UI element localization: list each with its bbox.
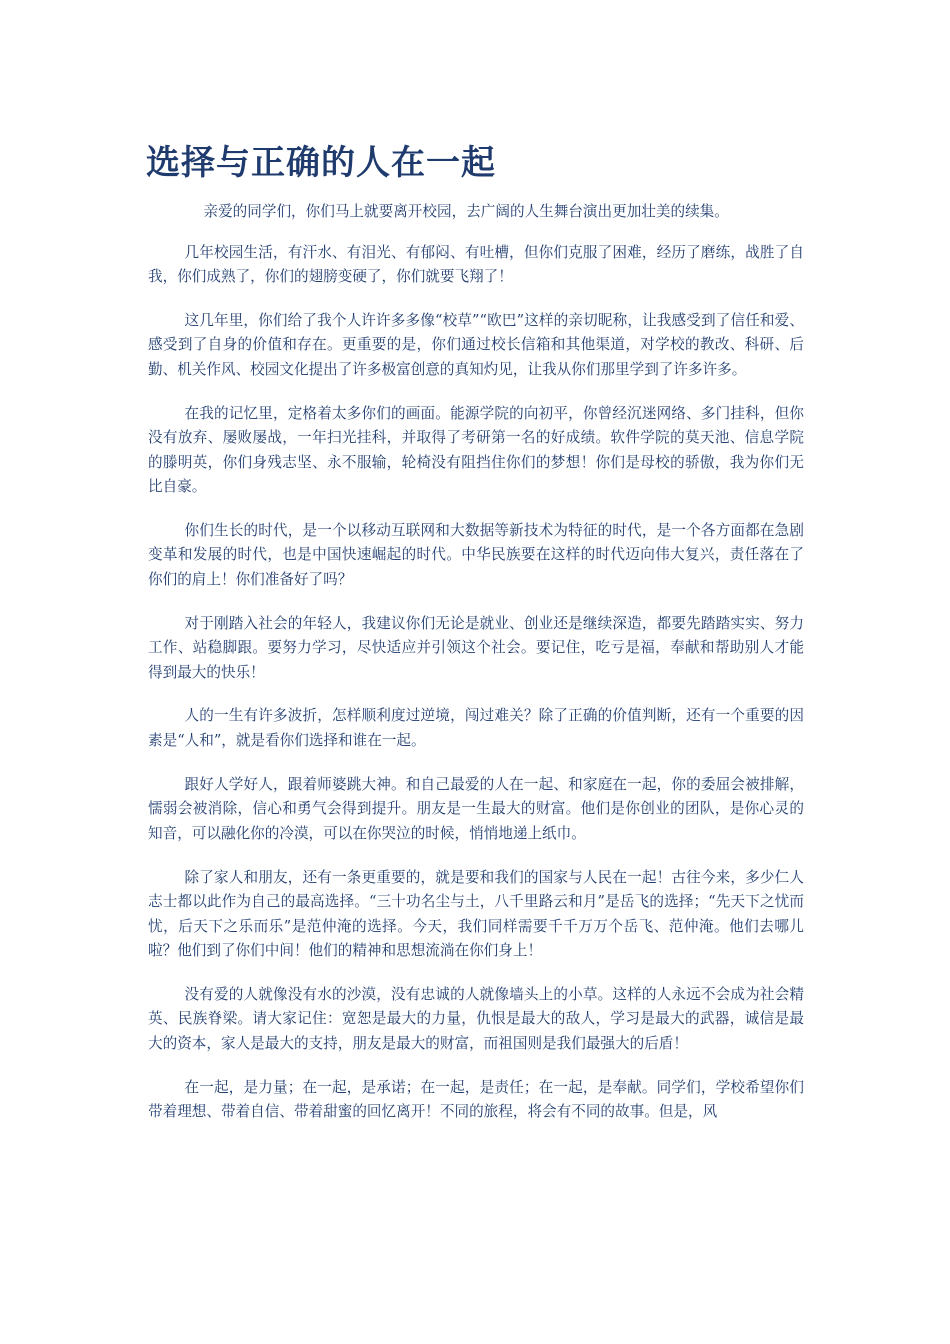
paragraph-8: 跟好人学好人，跟着师婆跳大神。和自己最爱的人在一起、和家庭在一起，你的委屈会被排解，懦弱会被消除，信心和勇气会得到提升。朋友是一生最大的财富。他们是你创业的团队，是你心灵的知音，可以融化你的冷漠，可以在你哭泣的时候，悄悄地递上纸巾。: [148, 775, 804, 842]
paragraph-10: 没有爱的人就像没有水的沙漠，没有忠诚的人就像墙头上的小草。这样的人永远不会成为社会精英、民族脊梁。请大家记住：宽恕是最大的力量，仇恨是最大的敌人，学习是最大的武器，诚信是最大的资本，家人是最大的支持，朋友是最大的财富，而祖国则是我们最强大的后盾！: [148, 985, 804, 1052]
paragraph-2: 几年校园生活，有汗水、有泪光、有郁闷、有吐槽，但你们克服了困难，经历了磨练，战胜了自我，你们成熟了，你们的翅膀变硬了，你们就要飞翔了！: [148, 243, 804, 285]
paragraph-3: 这几年里，你们给了我个人许许多多像“校草”“欧巴”这样的亲切昵称，让我感受到了信任和爱、感受到了自身的价值和存在。更重要的是，你们通过校长信箱和其他渠道，对学校的教改、科研、后勤、机关作风、校园文化提出了许多极富创意的真知灼见，让我从你们那里学到了许多许多。: [148, 311, 804, 378]
paragraph-6: 对于刚踏入社会的年轻人，我建议你们无论是就业、创业还是继续深造，都要先踏踏实实、努力工作、站稳脚跟。要努力学习，尽快适应并引领这个社会。要记住，吃亏是福，奉献和帮助别人才能得到最大的快乐！: [148, 614, 804, 681]
paragraph-5: 你们生长的时代，是一个以移动互联网和大数据等新技术为特征的时代，是一个各方面都在急剧变革和发展的时代，也是中国快速崛起的时代。中华民族要在这样的时代迈向伟大复兴，责任落在了你们的肩上！你们准备好了吗？: [148, 521, 804, 588]
paragraph-4: 在我的记忆里，定格着太多你们的画面。能源学院的向初平，你曾经沉迷网络、多门挂科，但你没有放弃、屡败屡战，一年扫光挂科，并取得了考研第一名的好成绩。软件学院的莫天池、信息学院的滕明英，你们身残志坚、永不服输，轮椅没有阻挡住你们的梦想！你们是母校的骄傲，我为你们无比自豪。: [148, 404, 804, 496]
document-body: [148, 200, 804, 1144]
paragraph-9: 除了家人和朋友，还有一条更重要的，就是要和我们的国家与人民在一起！古往今来，多少仁人志士都以此作为自己的最高选择。“三十功名尘与土，八千里路云和月”是岳飞的选择；“先天下之忧而忧，后天下之乐而乐”是范仲淹的选择。今天，我们同样需要千千万万个岳飞、范仲淹。他们去哪儿啦？他们到了你们中间！他们的精神和思想流淌在你们身上！: [148, 868, 804, 960]
paragraph-11: 在一起，是力量；在一起，是承诺；在一起，是责任；在一起，是奉献。同学们，学校希望你们带着理想、带着自信、带着甜蜜的回忆离开！不同的旅程，将会有不同的故事。但是，风: [148, 1078, 804, 1121]
paragraph-1: 亲爱的同学们，你们马上就要离开校园，去广阔的人生舞台演出更加壮美的续集。: [203, 203, 729, 220]
paragraph-7: 人的一生有许多波折，怎样顺利度过逆境，闯过难关？除了正确的价值判断，还有一个重要的因素是“人和”，就是看你们选择和谁在一起。: [148, 707, 804, 749]
document-title: 选择与正确的人在一起: [146, 143, 496, 183]
